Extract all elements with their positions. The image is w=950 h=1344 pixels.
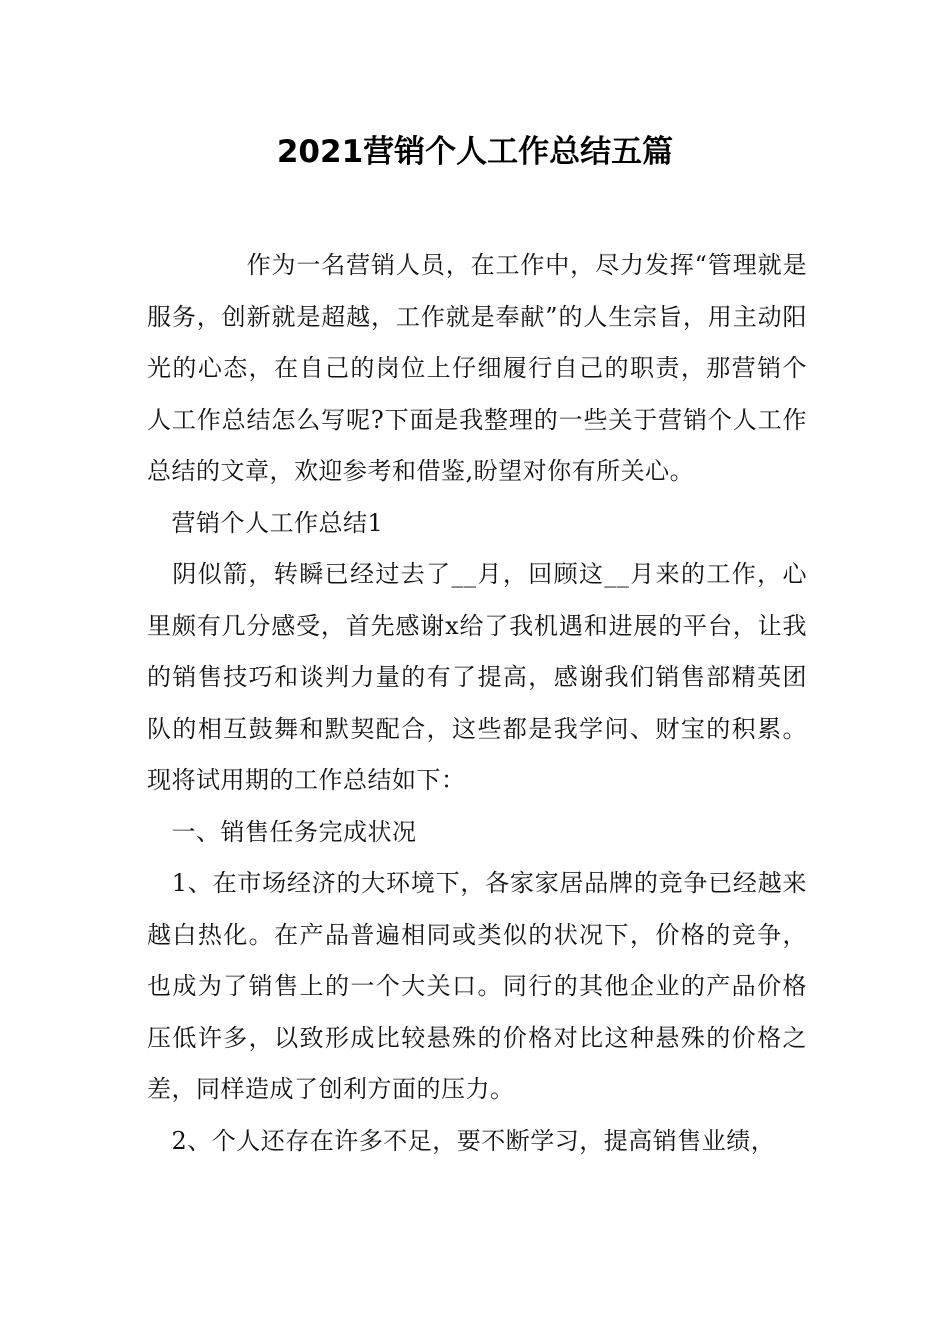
- section-heading: 营销个人工作总结1: [147, 508, 384, 537]
- item-heading: 一、销售任务完成状况: [147, 817, 417, 846]
- paragraph-3: 2、个人还存在许多不足，要不断学习，提高销售业绩，: [147, 1126, 776, 1155]
- document-body: [147, 240, 807, 1167]
- paragraph-2: 1、在市场经济的大环境下，各家家居品牌的竞争已经越来越白热化。在产品普遍相同或类似的状况下，价格的竞争，也成为了销售上的一个大关口。同行的其他企业的产品价格压低许多，以致形成比较悬殊的价格对比这种悬殊的价格之差，同样造成了创利方面的压力。: [147, 869, 807, 1103]
- intro-paragraph: 作为一名营销人员，在工作中，尽力发挥“管理就是服务，创新就是超越，工作就是奉献”的人生宗旨，用主动阳光的心态，在自己的岗位上仔细履行自己的职责，那营销个人工作总结怎么写呢?下面是我整理的一些关于营销个人工作总结的文章，欢迎参考和借鉴,盼望对你有所关心。: [147, 251, 807, 485]
- document-title: 2021营销个人工作总结五篇: [276, 134, 674, 170]
- paragraph-1: 阴似箭，转瞬已经过去了__月，回顾这__月来的工作，心里颇有几分感受，首先感谢x给了我机遇和进展的平台，让我的销售技巧和谈判力量的有了提高，感谢我们销售部精英团队的相互鼓舞和默契配合，这些都是我学问、财宝的积累。现将试用期的工作总结如下：: [147, 560, 807, 794]
